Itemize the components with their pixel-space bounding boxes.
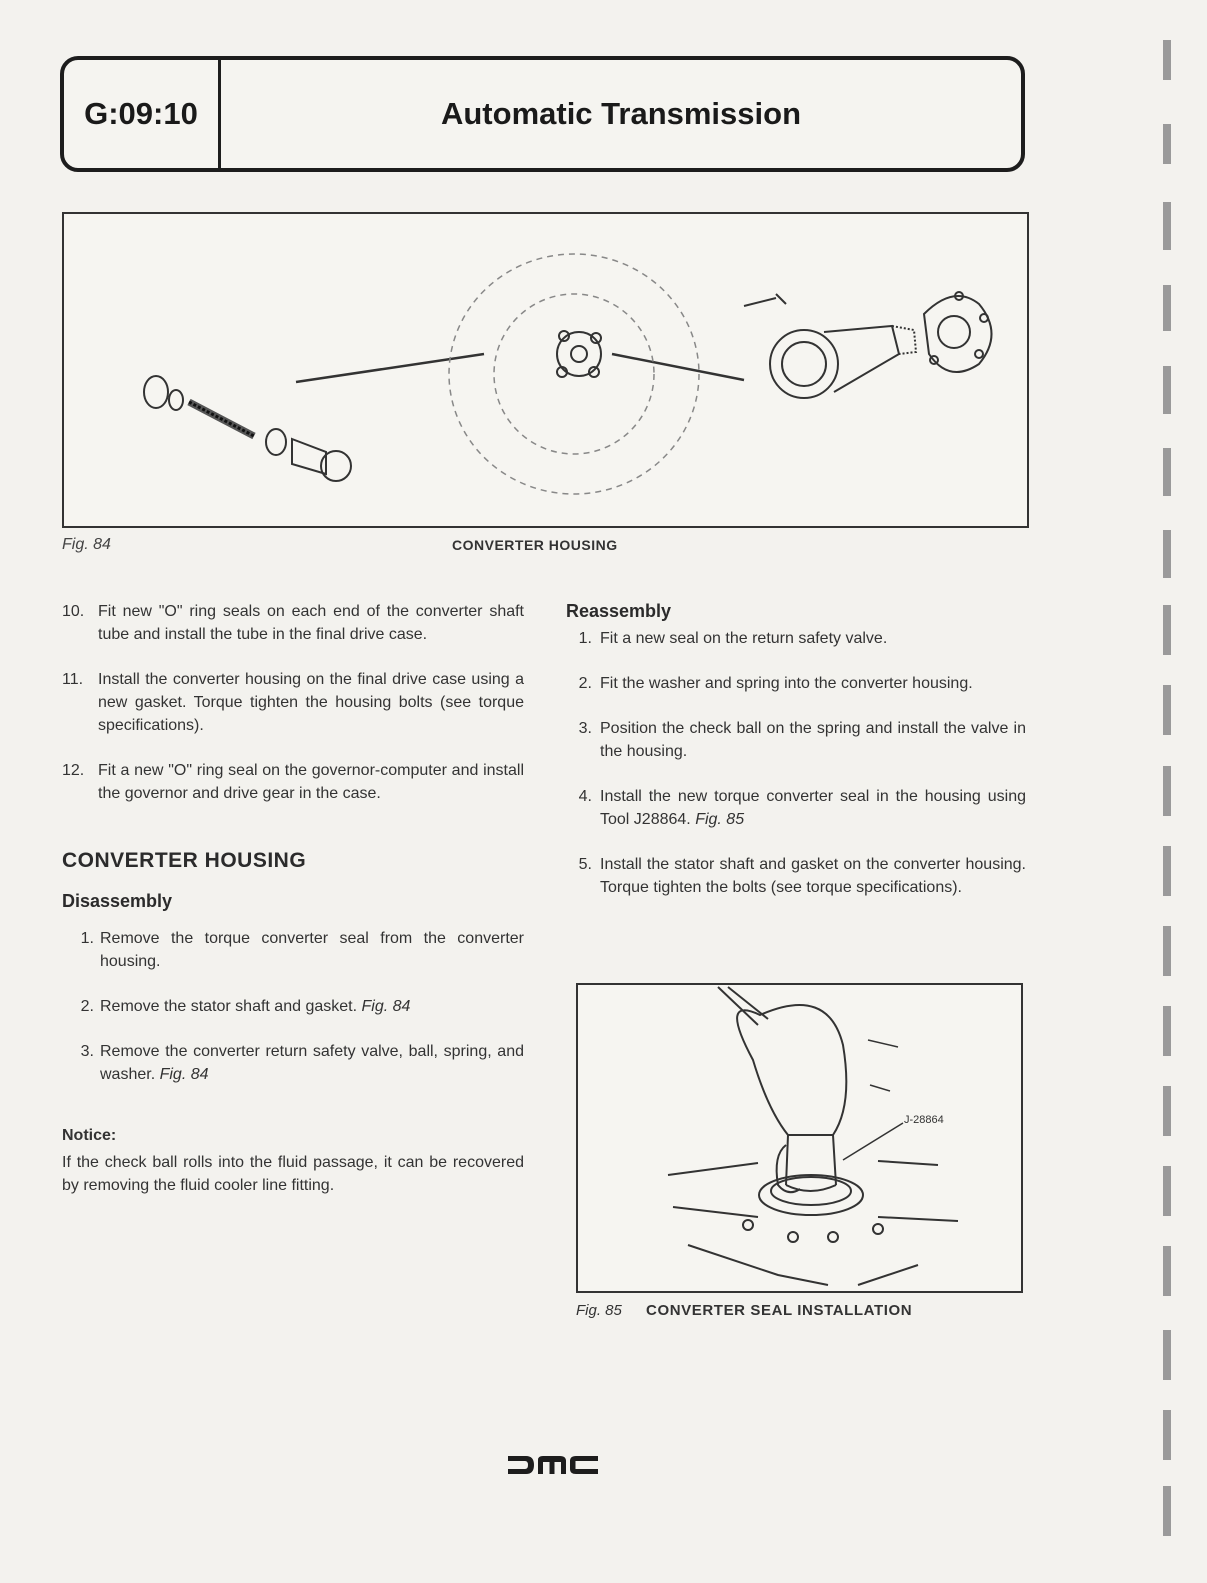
list-item: 4. Install the new torque converter seal in the housing using Tool J28864. Fig. 85: [578, 788, 1026, 828]
figure-reference: Fig. 84: [361, 998, 411, 1015]
list-item: 10. Fit new "O" ring seals on each end of the converter shaft tube and install the tube in the final drive case.: [62, 603, 524, 643]
list-item: 5. Install the stator shaft and gasket on the converter housing. Torque tighten the bolts (see torque specifications).: [578, 856, 1026, 896]
list-item: 12. Fit a new "O" ring seal on the governor-computer and install the governor and drive gear in the case.: [62, 762, 524, 802]
list-item: 3. Remove the converter return safety valve, ball, spring, and washer. Fig. 84: [80, 1043, 524, 1083]
reassembly-title: Reassembly: [566, 601, 672, 621]
list-item: 1. Remove the torque converter seal from the converter housing.: [80, 930, 524, 970]
section-title: CONVERTER HOUSING: [62, 849, 307, 872]
list-item: 2. Fit the washer and spring into the converter housing.: [578, 675, 973, 692]
figure-84-converter-housing: [62, 212, 1029, 528]
check-ball-part: [266, 429, 286, 455]
notice-title: Notice:: [62, 1127, 117, 1144]
section-code: G:09:10: [64, 60, 221, 168]
dmc-logo: [508, 1453, 598, 1477]
figure-85-caption-row: [576, 1302, 912, 1319]
disassembly-title: Disassembly: [62, 891, 173, 911]
page-edge-tab-marks: [1157, 40, 1177, 1560]
dmc-logo-mark: [508, 1453, 598, 1477]
notice-text: If the check ball rolls into the fluid passage, it can be recovered by removing the fluid cooler line fitting.: [62, 1154, 524, 1194]
left-column: [62, 600, 524, 1197]
tool-label: J-28864: [904, 1114, 944, 1126]
list-item: 3. Position the check ball on the spring and install the valve in the housing.: [578, 720, 1026, 760]
list-item: 11. Install the converter housing on the final drive case using a new gasket. Torque tighten the housing bolts (see torque specifications).: [62, 671, 524, 734]
figure-reference: Fig. 84: [159, 1066, 209, 1083]
figure-84-number: Fig. 84: [62, 536, 111, 553]
figure-reference: Fig. 85: [695, 811, 745, 828]
page-title: Automatic Transmission: [440, 96, 802, 131]
figure-85-caption: CONVERTER SEAL INSTALLATION: [646, 1302, 913, 1319]
list-item: 2. Remove the stator shaft and gasket. Fig. 84: [80, 998, 411, 1015]
figure-85-number: Fig. 85: [576, 1302, 622, 1319]
seal-installation-illustration: [578, 985, 1021, 1291]
seal-ring-part: [144, 376, 168, 408]
list-item: 1. Fit a new seal on the return safety valve.: [578, 630, 888, 647]
right-column: [566, 600, 1026, 921]
converter-housing-illustration: [64, 214, 1027, 526]
figure-85-seal-installation: [576, 983, 1023, 1293]
figure-84-caption: CONVERTER HOUSING: [452, 537, 618, 553]
washer-part: [169, 390, 183, 410]
page-header: [60, 56, 1025, 172]
